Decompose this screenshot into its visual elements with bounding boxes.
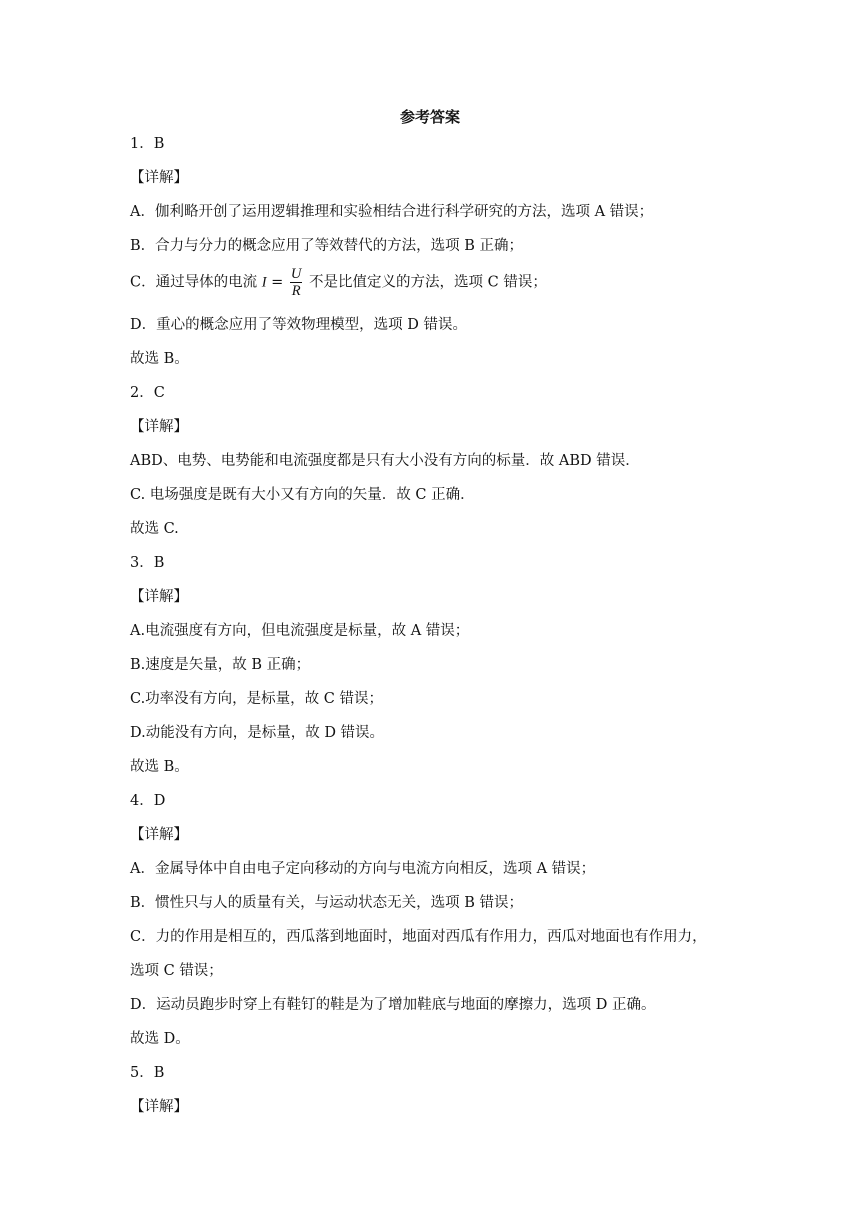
- q1-option-b: B．合力与分力的概念应用了等效替代的方法，选项 B 正确；: [130, 238, 524, 254]
- q4-conclusion: 故选 D。: [130, 1031, 190, 1047]
- q3-option-c: C.功率没有方向，是标量，故 C 错误；: [130, 691, 383, 707]
- q2-detail-heading: 【详解】: [130, 419, 188, 435]
- q1-option-a: A．伽利略开创了运用逻辑推理和实验相结合进行科学研究的方法，选项 A 错误；: [130, 204, 654, 220]
- q5-answer: 5．B: [130, 1065, 165, 1081]
- q2-answer: 2．C: [130, 385, 165, 401]
- q2-option-abd: ABD、电势、电势能和电流强度都是只有大小没有方向的标量．故 ABD 错误．: [130, 453, 640, 469]
- q5-detail-heading: 【详解】: [130, 1099, 188, 1115]
- q3-answer: 3．B: [130, 555, 165, 571]
- q3-conclusion: 故选 B。: [130, 759, 189, 775]
- equals-sign: =: [271, 274, 284, 291]
- q3-option-d: D.动能没有方向，是标量，故 D 错误。: [130, 725, 385, 741]
- q4-detail-heading: 【详解】: [130, 827, 188, 843]
- q3-detail-heading: 【详解】: [130, 589, 188, 605]
- q1-option-c-suffix: 不是比值定义的方法，选项 C 错误；: [309, 274, 547, 291]
- current-symbol: I: [261, 274, 267, 291]
- q1-option-d: D．重心的概念应用了等效物理模型，选项 D 错误。: [130, 317, 467, 333]
- q3-option-a: A.电流强度有方向，但电流强度是标量，故 A 错误；: [130, 623, 470, 639]
- q1-detail-heading: 【详解】: [130, 170, 188, 186]
- page-title: 参考答案: [399, 108, 460, 126]
- ohm-law-fraction: [290, 266, 302, 299]
- q1-option-c-prefix: C．通过导体的电流: [130, 274, 258, 291]
- q1-option-c: [130, 266, 547, 299]
- q1-answer: 1．B: [130, 136, 165, 152]
- q4-option-a: A．金属导体中自由电子定向移动的方向与电流方向相反，选项 A 错误；: [130, 861, 596, 877]
- fraction-denominator: R: [291, 283, 301, 299]
- q4-answer: 4．D: [130, 793, 166, 809]
- q4-option-d: D．运动员跑步时穿上有鞋钉的鞋是为了增加鞋底与地面的摩擦力，选项 D 正确。: [130, 997, 656, 1013]
- fraction-numerator: U: [290, 266, 302, 282]
- q2-conclusion: 故选 C.: [130, 521, 179, 537]
- q3-option-b: B.速度是矢量，故 B 正确；: [130, 657, 311, 673]
- q4-option-b: B．惯性只与人的质量有关，与运动状态无关，选项 B 错误；: [130, 895, 524, 911]
- q1-conclusion: 故选 B。: [130, 351, 189, 367]
- q4-option-c-continued: 选项 C 错误；: [130, 963, 223, 979]
- q4-option-c: C．力的作用是相互的，西瓜落到地面时，地面对西瓜有作用力，西瓜对地面也有作用力，: [130, 929, 707, 945]
- q2-option-c: C. 电场强度是既有大小又有方向的矢量．故 C 正确．: [130, 487, 475, 503]
